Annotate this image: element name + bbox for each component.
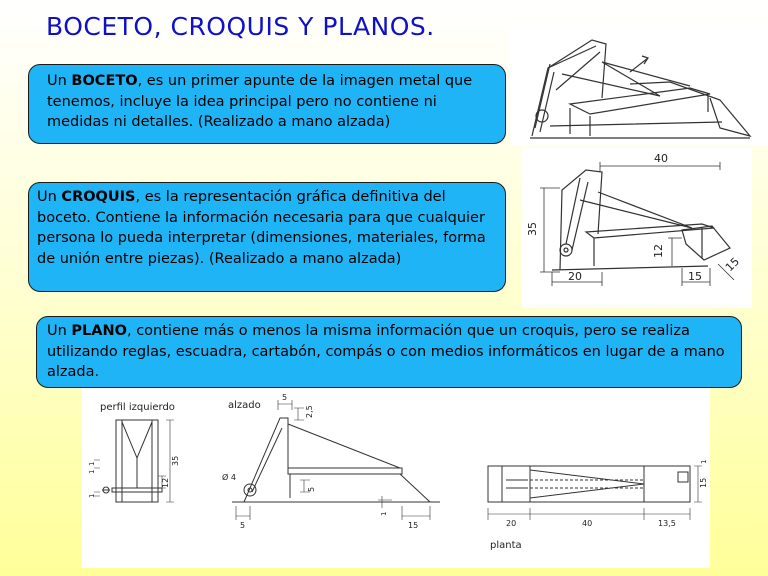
plano-dim-pl20: 20	[506, 519, 517, 528]
croquis-sketch-drawing	[522, 148, 752, 308]
plano-dim-a5c: 5	[240, 521, 246, 530]
plano-label-perfil: perfil izquierdo	[100, 402, 175, 413]
plano-dim-p1a: 1	[88, 461, 96, 466]
croquis-dim-20: 20	[568, 270, 582, 283]
croquis-dim-40: 40	[654, 152, 668, 165]
plano-technical-drawing	[82, 388, 710, 568]
plano-definition-box	[36, 316, 742, 388]
boceto-sketch-drawing	[510, 28, 768, 146]
croquis-prefix: Un	[37, 189, 62, 205]
croquis-dim-35: 35	[526, 222, 539, 236]
croquis-dim-12: 12	[652, 244, 665, 258]
boceto-definition-box	[28, 64, 506, 144]
plano-dim-pl1: 1	[700, 459, 708, 464]
croquis-term: CROQUIS	[61, 189, 136, 205]
plano-dim-a5: 5	[282, 393, 288, 402]
boceto-text: , es un primer apunte de la imagen metal que tenemos, incluye la idea principal pero no contiene ni medidas ni detalles. (Realizado a mano alzada)	[47, 73, 473, 130]
croquis-dim-15b: 15	[722, 255, 743, 275]
croquis-dim-15a: 15	[688, 270, 702, 283]
plano-dim-pl40: 40	[582, 519, 593, 528]
plano-drawing-panel	[82, 388, 710, 568]
plano-dim-a15: 15	[408, 521, 419, 530]
croquis-sketch-panel	[522, 148, 752, 308]
plano-dim-a25: 2,5	[305, 405, 314, 418]
plano-dim-a5b: 5	[307, 486, 316, 492]
plano-dim-a1: 1	[380, 511, 388, 516]
plano-prefix: Un	[47, 323, 72, 339]
boceto-term: BOCETO	[71, 73, 138, 89]
plano-dim-p12: 12	[161, 477, 170, 488]
plano-dim-pl135: 13,5	[658, 519, 676, 528]
plano-dim-p1c: 1	[88, 493, 96, 498]
plano-term: PLANO	[71, 323, 127, 339]
plano-label-planta: planta	[490, 540, 522, 551]
croquis-definition-box	[28, 182, 506, 292]
plano-text: , contiene más o menos la misma información que un croquis, pero se realiza utilizando reglas, escuadra, cartabón, compás o con medios informáticos en lugar de a mano alzada.	[47, 323, 725, 380]
plano-dim-p1b: 1	[88, 469, 96, 474]
plano-label-alzado: alzado	[228, 400, 261, 411]
boceto-sketch-panel	[510, 28, 768, 146]
plano-dim-a4: Ø 4	[222, 473, 236, 482]
page-title: BOCETO, CROQUIS Y PLANOS.	[46, 12, 435, 41]
croquis-text: , es la representación gráfica definitiva del boceto. Contiene la información necesaria para que cualquier persona lo pueda interpretar (dimensiones, materiales, forma de unión entre piezas). (Realizado a mano alzada)	[37, 189, 486, 267]
boceto-prefix: Un	[47, 73, 72, 89]
plano-dim-pl15: 15	[699, 477, 708, 488]
plano-dim-p35: 35	[171, 455, 180, 466]
